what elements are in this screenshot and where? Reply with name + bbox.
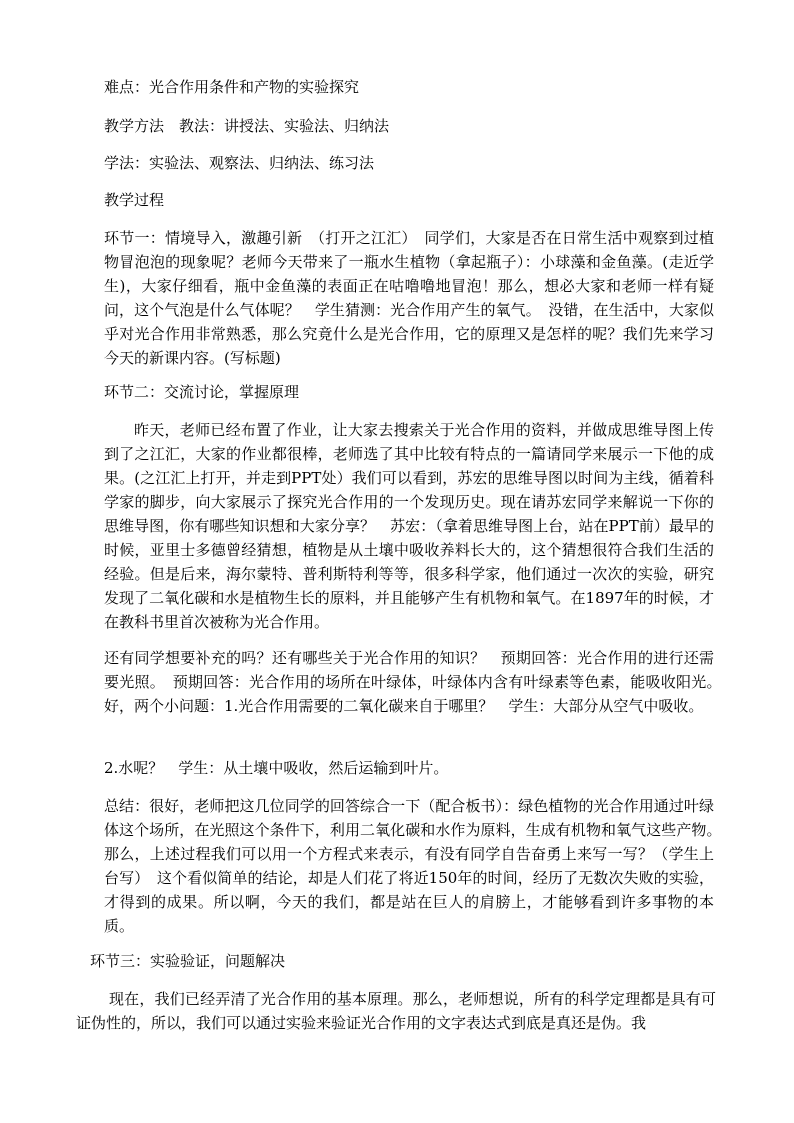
paragraph-learning-method: 学法：实验法、观察法、归纳法、练习法	[104, 154, 375, 172]
paragraph-section-one: 环节一：情境导入，激趣引新 （打开之江汇） 同学们，大家是否在日常生活中观察到过植物冒泡泡的现象呢？老师今天带来了一瓶水生植物（拿起瓶子）：小球藻和金鱼藻。(走近学生)，大家仔细看，瓶中金鱼藻的表面正在咕噜噜地冒泡！那么，想必大家和老师一样有疑问，这个气泡是什么气体呢？ 学生猜测：光合作用产生的氧气。 没错，在生活中，大家似乎对光合作用非常熟悉，那么究竟什么是光合作用，它的原理又是怎样的呢？我们先来学习今天的新课内容。(写标题)	[104, 229, 714, 367]
paragraph-section-two-body: 昨天，老师已经布置了作业，让大家去搜索关于光合作用的资料，并做成思维导图上传到了之江汇，大家的作业都很棒，老师选了其中比较有特点的一篇请同学来展示一下他的成果。(之江汇上打开，并走到PPT处）我们可以看到，苏宏的思维导图以时间为主线，循着科学家的脚步，向大家展示了探究光合作用的一个发现历史。现在请苏宏同学来解说一下你的思维导图，你有哪些知识想和大家分享？ 苏宏：（拿着思维导图上台，站在PPT前）最早的时候，亚里士多德曾经猜想，植物是从土壤中吸收养料长大的，这个猜想很符合我们生活的经验。但是后来，海尔蒙特、普利斯特利等等，很多科学家，他们通过一次次的实验，研究发现了二氧化碳和水是植物生长的原料，并且能够产生有机物和氧气。在1897年的时候，才在教科书里首次被称为光合作用。	[104, 421, 714, 631]
paragraph-summary: 总结：很好，老师把这几位同学的回答综合一下（配合板书）：绿色植物的光合作用通过叶绿体这个场所，在光照这个条件下，利用二氧化碳和水作为原料，生成有机物和氧气这些产物。 那么，上述过程我们可以用一个方程式来表示，有没有同学自告奋勇上来写一写？（学生上台写） 这个看似简单的结论，却是人们花了将近150年的时间，经历了无数次失败的实验，才得到的成果。所以啊，今天的我们，都是站在巨人的肩膀上，才能够看到许多事物的本质。	[104, 797, 730, 935]
paragraph-section-two-heading: 环节二：交流讨论，掌握原理	[104, 383, 300, 401]
paragraph-teaching-method: 教学方法 教法：讲授法、实验法、归纳法	[104, 117, 390, 135]
paragraph-teaching-process-heading: 教学过程	[104, 191, 165, 209]
paragraph-supplement: 还有同学想要补充的吗？还有哪些关于光合作用的知识？ 预期回答：光合作用的进行还需要光照。 预期回答：光合作用的场所在叶绿体，叶绿体内含有叶绿素等色素，能吸收阳光。 好，两个小问题：1.光合作用需要的二氧化碳来自于哪里？ 学生：大部分从空气中吸收。	[104, 649, 730, 715]
paragraph-difficulty: 难点：光合作用条件和产物的实验探究	[104, 78, 360, 96]
paragraph-section-three-body: 现在，我们已经弄清了光合作用的基本原理。那么，老师想说，所有的科学定理都是具有可证伪性的，所以，我们可以通过实验来验证光合作用的文字表达式到底是真还是伪。我	[76, 990, 716, 1032]
paragraph-water-question: 2.水呢？ 学生：从土壤中吸收，然后运输到叶片。	[104, 759, 449, 777]
paragraph-section-three-heading: 环节三：实验验证，问题解决	[90, 952, 286, 970]
